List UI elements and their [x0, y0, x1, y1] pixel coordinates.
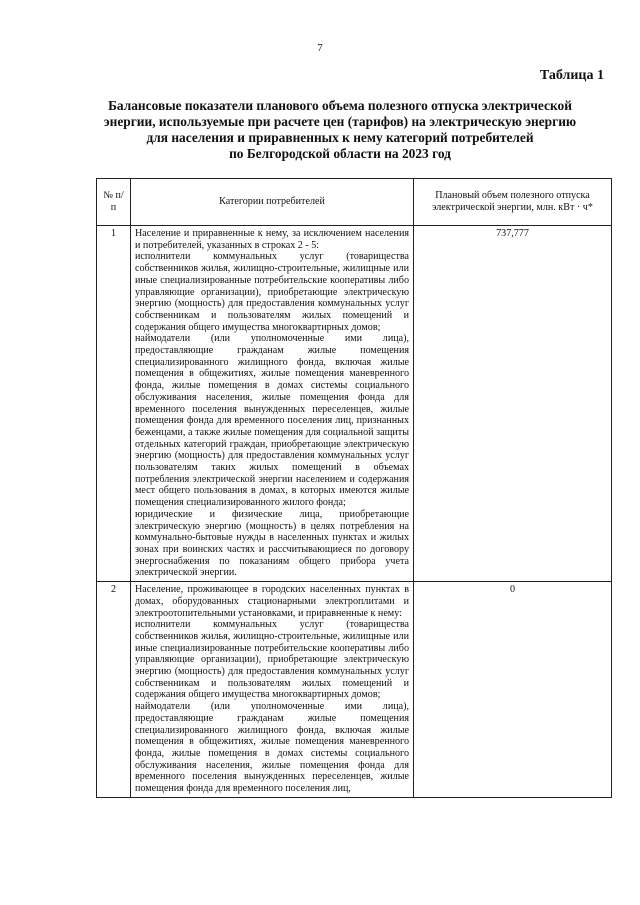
title-line: энергии, используемые при расчете цен (тарифов) на электрическую энергию — [103, 114, 577, 129]
category-paragraph: наймодатели (или уполномоченные ими лица), предоставляющие гражданам жилые помещения специализированного жилищного фонда, включая жилые помещения в общежитиях, жилые помещения маневренного фонда, жилые помещения в домах системы социального обслуживания населения, жилые помещения фонда для временного поселения вынужденных переселенцев, жилые помещения фонда для временного поселения лиц, — [135, 701, 409, 795]
category-paragraph: наймодатели (или уполномоченные ими лица), предоставляющие гражданам жилые помещения специализированного жилищного фонда, включая жилые помещения в общежитиях, жилые помещения маневренного фонда, жилые помещения в домах системы социального обслуживания населения, жилые помещения фонда для временного поселения вынужденных переселенцев, жилые помещения фонда для временного поселения лиц, признанных беженцами, а также жилые помещения для социальной защиты отдельных категорий граждан, приобретающие электрическую энергию (мощность) для предоставления коммунальных услуг пользователям таких жилых помещений в объемах потребления электрической энергии населением и содержания мест общего пользования в домах, в которых имеются жилые помещения специализированного жилого фонда; — [135, 333, 409, 509]
table-row — [97, 226, 612, 582]
title-line: по Белгородской области на 2023 год — [229, 146, 451, 161]
table-row — [97, 582, 612, 798]
balance-table — [96, 178, 612, 798]
volume-value: 737,777 — [414, 226, 612, 582]
title-line: для населения и приравненных к нему категорий потребителей — [146, 130, 534, 145]
category-paragraph: исполнители коммунальных услуг (товарищества собственников жилья, жилищно-строительные, жилищные или иные специализированные потребительские кооперативы либо управляющие организации), приобретающие электрическую энергию (мощность) для предоставления коммунальных услуг собственникам и пользователям жилых помещений и содержания общего имущества многоквартирных домов; — [135, 251, 409, 333]
category-paragraph: юридические и физические лица, приобретающие электрическую энергию (мощность) в целях потребления на коммунально-бытовые нужды в населенных пунктах и жилых зонах при воинских частях и рассчитывающиеся по договору энергоснабжения по показаниям общего прибора учета электрической энергии. — [135, 508, 409, 579]
category-paragraph: Население, проживающее в городских населенных пунктах в домах, оборудованных стационарными электроплитами и электроотопительными установками, и приравненные к нему: — [135, 584, 409, 619]
document-title — [80, 98, 600, 162]
category-cell — [131, 226, 414, 582]
title-line: Балансовые показатели планового объема полезного отпуска электрической — [108, 98, 572, 113]
table-label: Таблица 1 — [539, 68, 604, 83]
row-number: 1 — [97, 226, 131, 582]
category-cell — [131, 582, 414, 798]
header-category: Категории потребителей — [131, 179, 414, 226]
table-header-row — [97, 179, 612, 226]
header-volume: Плановый объем полезного отпуска электрической энергии, млн. кВт · ч* — [414, 179, 612, 226]
row-number: 2 — [97, 582, 131, 798]
category-paragraph: исполнители коммунальных услуг (товарищества собственников жилья, жилищно-строительные, жилищные или иные специализированные потребительские кооперативы либо управляющие организации), приобретающие электрическую энергию (мощность) для предоставления коммунальных услуг собственникам и пользователям жилых помещений и содержания общего имущества многоквартирных домов; — [135, 619, 409, 701]
page-number: 7 — [317, 42, 323, 54]
category-paragraph: Население и приравненные к нему, за исключением населения и потребителей, указанных в строках 2 - 5: — [135, 228, 409, 251]
volume-value: 0 — [414, 582, 612, 798]
header-num: № п/п — [97, 179, 131, 226]
